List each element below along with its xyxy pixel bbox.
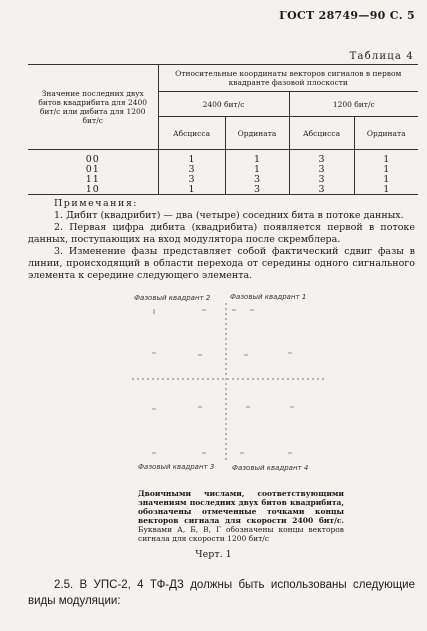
figure-label: Черт. 1	[195, 549, 232, 560]
coordinates-table	[28, 64, 418, 195]
figure-caption	[138, 489, 344, 543]
figure-caption-rest: Буквами А, Б, В, Г обозначены концы векторов сигнала для скорости 1200 бит/с	[138, 525, 344, 543]
quadrant-1-label: Фазовый квадрант 1	[230, 293, 307, 301]
note-item: 2. Первая цифра дибита (квадрибита) появляется первой в потоке данных, поступающих на вход модулятора после скремблера.	[28, 222, 415, 245]
speed-2400-header: 2400 бит/с	[158, 92, 289, 117]
signal-point-marks	[152, 309, 294, 453]
page-header: ГОСТ 28749—90 С. 5	[279, 9, 415, 22]
notes-title: Примечания:	[54, 198, 139, 209]
table-row: 00 1 1 3 1	[28, 154, 418, 164]
phase-plane-diagram	[128, 283, 328, 479]
table-header-row-1	[28, 65, 418, 92]
quadrant-4-label: Фазовый квадрант 4	[232, 464, 309, 472]
table-row: 10 1 3 3 1	[28, 184, 418, 195]
table-row: 11 3 3 3 1	[28, 174, 418, 184]
note-item: 1. Дибит (квадрибит) — два (четыре) соседних бита в потоке данных.	[54, 210, 404, 221]
phase-axes	[132, 303, 324, 463]
quadrant-3-label: Фазовый квадрант 3	[138, 463, 215, 471]
figure-caption-main: Двоичными числами, соответствующими значениям последних двух битов квадрибита, обозначены отмеченные точками концы векторов сигнала для скорости 2400 бит/с.	[138, 489, 344, 525]
section-2-5-text: 2.5. В УПС-2, 4 ТФ-ДЗ должны быть использованы следующие виды модуляции:	[28, 579, 415, 607]
section-2-5	[28, 577, 415, 609]
abs-1200-header: Абсцисса	[289, 117, 354, 150]
ord-2400-header: Ордината	[225, 117, 289, 150]
col-main-header: Значение последних двух битов квадрибита для 2400 бит/с или дибита для 1200 бит/с	[28, 65, 158, 150]
quadrant-2-label: Фазовый квадрант 2	[134, 294, 211, 302]
abs-2400-header: Абсцисса	[158, 117, 225, 150]
table-row: 01 3 1 3 1	[28, 164, 418, 174]
table-caption: Таблица 4	[349, 51, 414, 62]
group-header: Относительные координаты векторов сигналов в первом квадранте фазовой плоскости	[158, 65, 418, 92]
ord-1200-header: Ордината	[354, 117, 418, 150]
table-notes	[28, 198, 415, 282]
note-item: 3. Изменение фазы представляет собой фактический сдвиг фазы в линии, происходящий в области перехода от середины одного сигнального элемента к середине следующего элемента.	[28, 246, 415, 281]
speed-1200-header: 1200 бит/с	[289, 92, 418, 117]
